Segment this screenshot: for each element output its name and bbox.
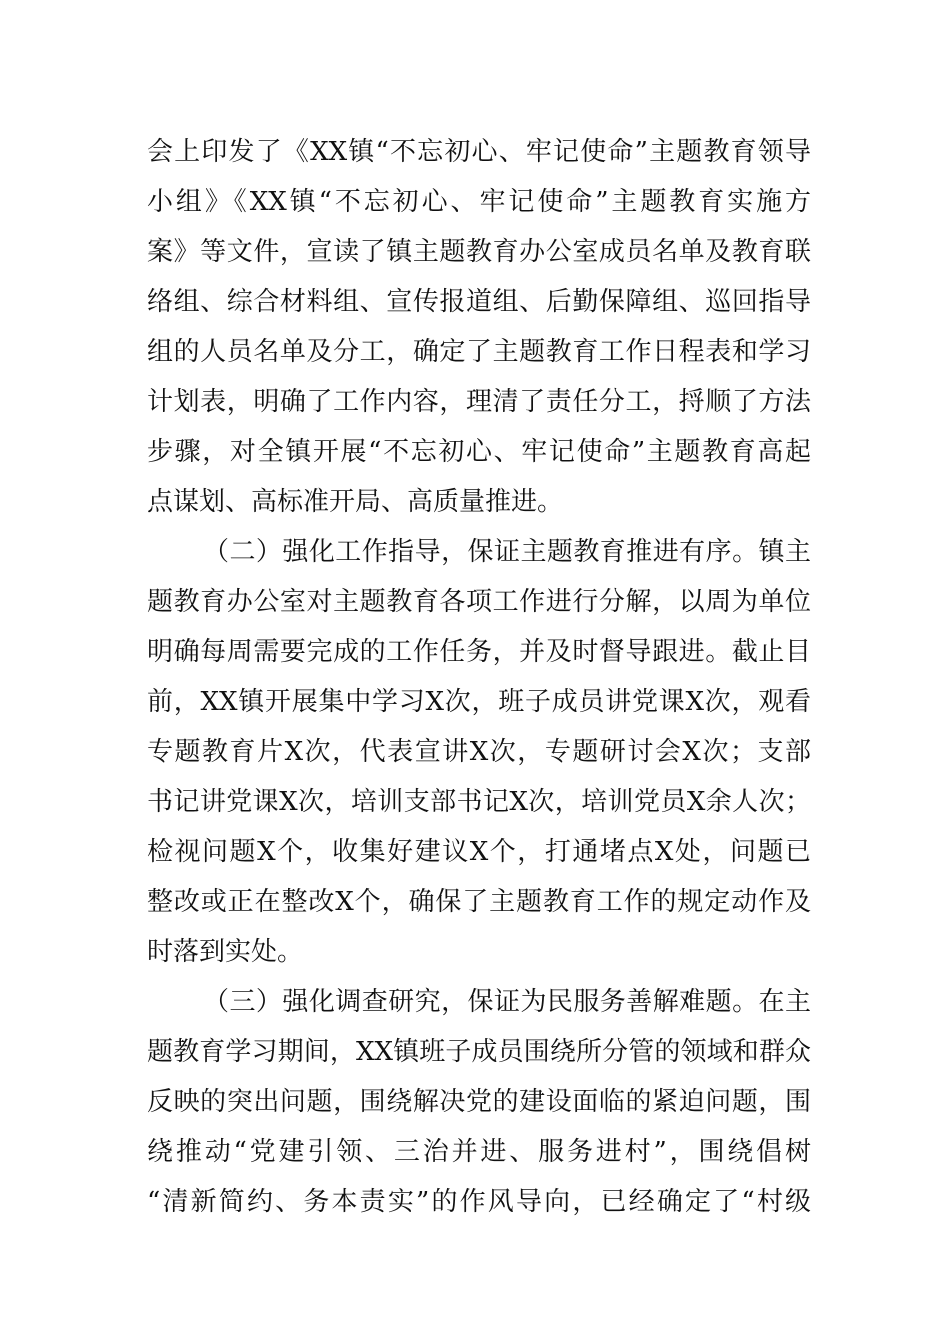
text-line: 计划表，明确了工作内容，理清了责任分工，捋顺了方法 — [147, 387, 811, 417]
text-line: 组的人员名单及分工，确定了主题教育工作日程表和学习 — [147, 337, 811, 367]
text-line: 专题教育片X次，代表宣讲X次，专题研讨会X次；支部 — [147, 737, 811, 767]
document-body — [147, 127, 811, 1227]
text-line: 检视问题X个，收集好建议X个，打通堵点X处，问题已 — [147, 837, 811, 867]
paragraph — [147, 527, 811, 977]
text-line: 反映的突出问题，围绕解决党的建设面临的紧迫问题，围 — [147, 1087, 811, 1117]
text-line: 络组、综合材料组、宣传报道组、后勤保障组、巡回指导 — [147, 287, 811, 317]
text-line: 小组》《XX镇“不忘初心、牢记使命”主题教育实施方 — [147, 187, 811, 217]
text-line: 步骤，对全镇开展“不忘初心、牢记使命”主题教育高起 — [147, 437, 811, 467]
text-line: 前，XX镇开展集中学习X次，班子成员讲党课X次，观看 — [147, 687, 811, 717]
text-line: 题教育学习期间，XX镇班子成员围绕所分管的领域和群众 — [147, 1037, 811, 1067]
text-line: 整改或正在整改X个，确保了主题教育工作的规定动作及 — [147, 887, 811, 917]
text-line: 明确每周需要完成的工作任务，并及时督导跟进。截止目 — [147, 637, 811, 667]
text-line: 时落到实处。 — [147, 937, 304, 967]
text-line: 绕推动“党建引领、三治并进、服务进村”，围绕倡树 — [147, 1137, 811, 1167]
text-line: 题教育办公室对主题教育各项工作进行分解，以周为单位 — [147, 587, 811, 617]
text-line: （二）强化工作指导，保证主题教育推进有序。镇主 — [203, 537, 811, 567]
text-line: 书记讲党课X次，培训支部书记X次，培训党员X余人次； — [147, 787, 811, 817]
paragraph — [147, 977, 811, 1227]
text-line: （三）强化调查研究，保证为民服务善解难题。在主 — [203, 987, 811, 1017]
text-line: 点谋划、高标准开局、高质量推进。 — [147, 487, 564, 517]
text-line: 案》等文件，宣读了镇主题教育办公室成员名单及教育联 — [147, 237, 811, 267]
text-line: 会上印发了《XX镇“不忘初心、牢记使命”主题教育领导 — [147, 137, 811, 167]
text-line: “清新简约、务本责实”的作风导向，已经确定了“村级 — [147, 1187, 811, 1217]
paragraph — [147, 127, 811, 527]
